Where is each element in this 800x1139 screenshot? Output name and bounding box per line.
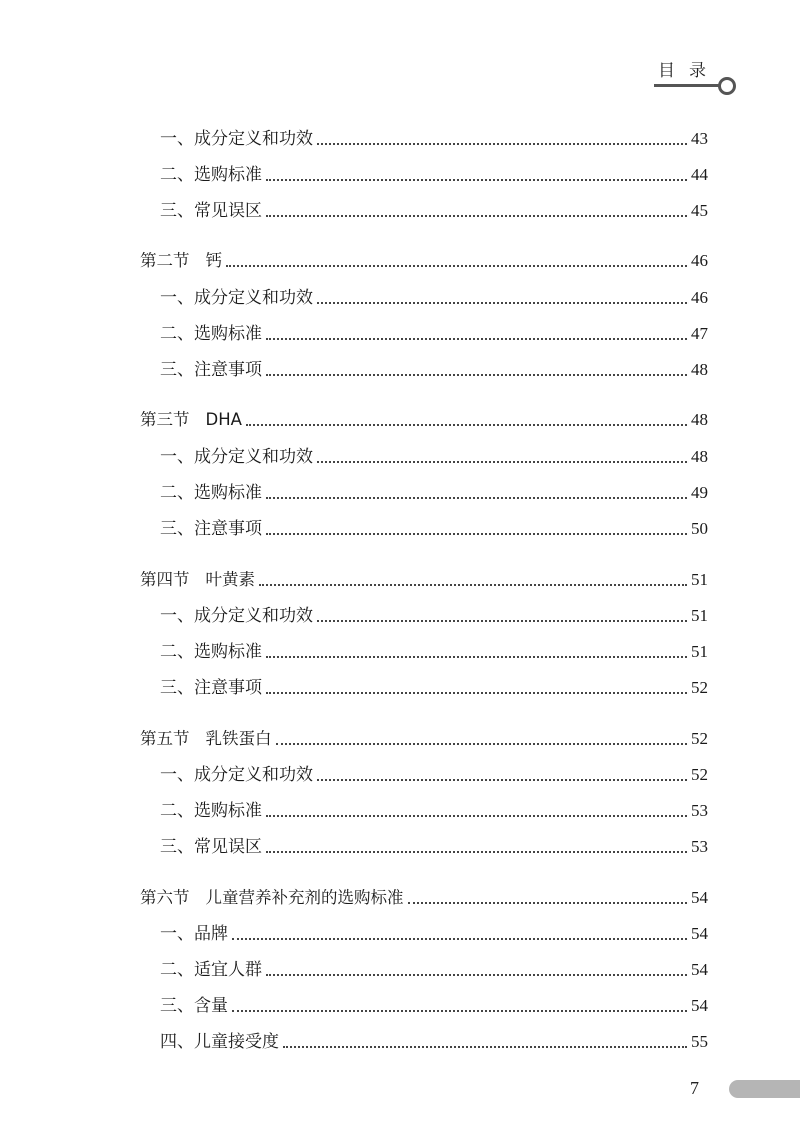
leader-dots xyxy=(283,1045,687,1048)
toc-item-page: 51 xyxy=(691,642,708,661)
toc-item[interactable] xyxy=(0,915,800,945)
toc-item-label: 一、成分定义和功效 xyxy=(160,288,313,308)
page-number: 7 xyxy=(690,1078,699,1098)
leader-dots xyxy=(266,337,687,340)
section-number: 第三节 xyxy=(140,410,190,429)
toc-item-page: 54 xyxy=(691,996,708,1015)
leader-dots xyxy=(317,778,687,781)
leader-dots xyxy=(266,850,687,853)
toc-item-label: 一、成分定义和功效 xyxy=(160,447,313,467)
leader-dots xyxy=(266,814,687,817)
toc-section-page: 46 xyxy=(691,251,708,270)
toc-item[interactable] xyxy=(0,192,800,222)
toc-section-heading[interactable] xyxy=(0,879,800,909)
toc-item-label: 二、适宜人群 xyxy=(160,960,262,980)
toc-item-label: 三、注意事项 xyxy=(160,519,262,539)
toc-item-label: 二、选购标准 xyxy=(160,324,262,344)
toc-item-page: 54 xyxy=(691,960,708,979)
toc-item[interactable] xyxy=(0,279,800,309)
section-title: 儿童营养补充剂的选购标准 xyxy=(205,888,404,907)
leader-dots xyxy=(317,142,687,145)
leader-dots xyxy=(232,1009,687,1012)
toc-item-label: 二、选购标准 xyxy=(160,483,262,503)
toc-item[interactable] xyxy=(0,156,800,186)
leader-dots xyxy=(266,178,687,181)
toc-section-heading[interactable] xyxy=(0,720,800,750)
toc-item-page: 44 xyxy=(691,165,708,184)
toc-section-page: 51 xyxy=(691,570,708,589)
leader-dots xyxy=(266,496,687,499)
toc-item[interactable] xyxy=(0,120,800,150)
toc-item-page: 53 xyxy=(691,837,708,856)
toc-item[interactable] xyxy=(0,633,800,663)
toc-item-page: 54 xyxy=(691,924,708,943)
toc-item-page: 46 xyxy=(691,288,708,307)
toc-item-label: 二、选购标准 xyxy=(160,801,262,821)
leader-dots xyxy=(226,264,687,267)
toc-section-heading[interactable] xyxy=(0,401,800,431)
leader-dots xyxy=(408,901,688,904)
toc-item-label: 一、成分定义和功效 xyxy=(160,129,313,149)
toc-item-label: 三、注意事项 xyxy=(160,678,262,698)
header-circle-ornament xyxy=(718,77,736,95)
header-rule xyxy=(654,84,720,87)
leader-dots xyxy=(266,655,687,658)
leader-dots xyxy=(246,423,687,426)
toc-item[interactable] xyxy=(0,756,800,786)
toc-section-page: 54 xyxy=(691,888,708,907)
toc-section-page: 52 xyxy=(691,729,708,748)
toc-item-label: 二、选购标准 xyxy=(160,642,262,662)
toc-item-page: 48 xyxy=(691,447,708,466)
leader-dots xyxy=(266,373,687,376)
toc-item-label: 二、选购标准 xyxy=(160,165,262,185)
toc-item[interactable] xyxy=(0,828,800,858)
toc-item-label: 三、常见误区 xyxy=(160,201,262,221)
toc-item[interactable] xyxy=(0,474,800,504)
leader-dots xyxy=(266,691,687,694)
toc-item-page: 50 xyxy=(691,519,708,538)
toc-item[interactable] xyxy=(0,951,800,981)
page-header-title: 目录 xyxy=(658,61,720,81)
toc-item[interactable] xyxy=(0,669,800,699)
toc-item-page: 43 xyxy=(691,129,708,148)
leader-dots xyxy=(276,742,688,745)
section-title: 叶黄素 xyxy=(205,570,255,589)
toc-item-page: 55 xyxy=(691,1032,708,1051)
leader-dots xyxy=(317,619,687,622)
toc-item-label: 三、含量 xyxy=(160,996,228,1016)
toc-item[interactable] xyxy=(0,315,800,345)
toc-section-heading[interactable] xyxy=(0,561,800,591)
section-title: DHA xyxy=(205,410,242,429)
toc-section-heading[interactable] xyxy=(0,242,800,272)
leader-dots xyxy=(266,214,687,217)
toc-item-label: 三、注意事项 xyxy=(160,360,262,380)
toc-item[interactable] xyxy=(0,987,800,1017)
toc-item-page: 47 xyxy=(691,324,708,343)
toc-item-page: 45 xyxy=(691,201,708,220)
section-number: 第二节 xyxy=(140,251,190,270)
toc-item-label: 四、儿童接受度 xyxy=(160,1032,279,1052)
toc-item-page: 52 xyxy=(691,765,708,784)
leader-dots xyxy=(232,937,687,940)
toc-item-page: 51 xyxy=(691,606,708,625)
toc-item[interactable] xyxy=(0,792,800,822)
leader-dots xyxy=(266,532,687,535)
toc-item-page: 53 xyxy=(691,801,708,820)
toc-item-page: 48 xyxy=(691,360,708,379)
leader-dots xyxy=(259,583,687,586)
toc-item[interactable] xyxy=(0,510,800,540)
section-number: 第六节 xyxy=(140,888,190,907)
leader-dots xyxy=(317,460,687,463)
leader-dots xyxy=(317,301,687,304)
section-number: 第四节 xyxy=(140,570,190,589)
toc-item[interactable] xyxy=(0,351,800,381)
section-title: 乳铁蛋白 xyxy=(205,729,272,748)
toc-item-label: 一、成分定义和功效 xyxy=(160,765,313,785)
toc-item[interactable] xyxy=(0,597,800,627)
leader-dots xyxy=(266,973,687,976)
section-title: 钙 xyxy=(205,251,222,270)
toc-item[interactable] xyxy=(0,1023,800,1053)
toc-item[interactable] xyxy=(0,438,800,468)
page-tab-ornament xyxy=(729,1080,800,1098)
toc-item-label: 一、成分定义和功效 xyxy=(160,606,313,626)
toc-item-page: 49 xyxy=(691,483,708,502)
toc-item-label: 三、常见误区 xyxy=(160,837,262,857)
toc-section-page: 48 xyxy=(691,410,708,429)
section-number: 第五节 xyxy=(140,729,190,748)
toc-item-label: 一、品牌 xyxy=(160,924,228,944)
toc-item-page: 52 xyxy=(691,678,708,697)
